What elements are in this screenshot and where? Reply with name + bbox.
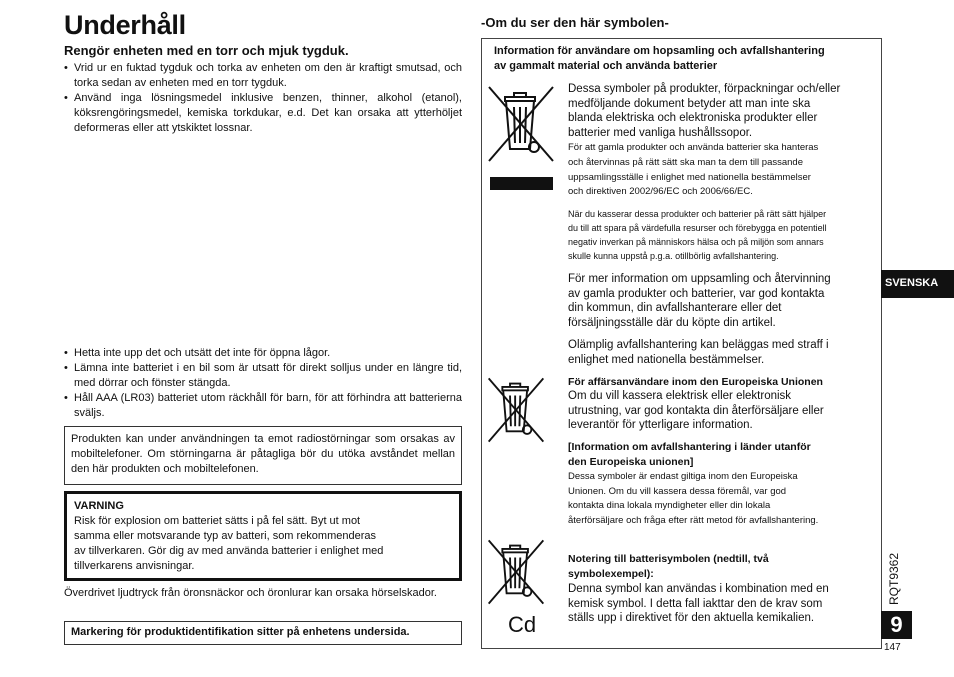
- battery-safety-list: [64, 346, 462, 421]
- crossed-bin-icon: [486, 537, 546, 607]
- marking-note: Markering för produktidentifikation sitter på enhetens undersida.: [64, 621, 462, 645]
- warning-line: Risk för explosion om batteriet sätts i på fel sätt. Byt ut mot: [74, 515, 361, 527]
- text-line: negativ inverkan på människors hälsa och på miljön som annars: [568, 237, 824, 247]
- section-number: 9: [881, 611, 912, 639]
- text-line: För att gamla produkter och använda batterier ska hanteras: [568, 142, 819, 153]
- language-tab: SVENSKA: [881, 270, 954, 298]
- text-line: du till att spara på värdefulla resurser och förebygga en potentiell: [568, 223, 827, 233]
- list-item: • Vrid ur en fuktad tygduk och torka av enheten om den är kraftigt smutsad, och torka sedan av enheten med en torr tygduk.: [64, 61, 462, 91]
- text-line: Olämplig avfallshantering kan beläggas med straff i: [568, 339, 829, 351]
- text-line: enlighet med nationella bestämmelser.: [568, 353, 765, 366]
- battery-note-title: Notering till batterisymbolen (nedtill, två: [568, 553, 769, 565]
- text-line: medföljande dokument betyder att man inte ska: [568, 97, 811, 110]
- text-line: uppsamlingsställe i enlighet med nationella bestämmelser: [568, 172, 811, 183]
- text-line: blanda elektriska och elektroniska produkter eller: [568, 112, 818, 124]
- text-line: Dessa symboler på produkter, förpackningar och/eller: [568, 83, 841, 95]
- cleaning-subheading: Rengör enheten med en torr och mjuk tygduk.: [64, 43, 349, 58]
- outside-eu-title: [Information om avfallshantering i länder utanför: [568, 441, 811, 453]
- text-line: Om du vill kassera elektrisk eller elektronisk: [568, 390, 792, 402]
- battery-note-title: symbolexempel):: [568, 568, 654, 580]
- text-line: batterier med vanliga hushållssopor.: [568, 126, 753, 139]
- text-line: utrustning, var god kontakta din återförsäljare eller: [568, 404, 824, 417]
- text-line: och återvinnas på rätt sätt ska man ta dem till passande: [568, 157, 803, 168]
- warning-box: [64, 491, 462, 581]
- text-line: ställs upp i direktivet för den aktuella kemikalien.: [568, 612, 815, 624]
- text-line: skulle kunna uppstå p.g.a. otillbörlig avfallshantering.: [568, 251, 779, 261]
- page-number: 147: [884, 642, 901, 653]
- bin-underbar: [490, 177, 553, 190]
- warning-line: av tillverkaren. Gör dig av med använda batterier i enlighet med: [74, 545, 384, 557]
- info-title: av gammalt material och använda batterier: [494, 60, 718, 72]
- outside-eu-title: den Europeiska unionen]: [568, 456, 694, 468]
- document-code: RQT9362: [887, 552, 901, 605]
- list-item: • Använd inga lösningsmedel inklusive benzen, thinner, alkohol (etanol), köksrengöringsmedel, kemiska torkdukar, e.d. Det kan orsaka att ytterhöljet deformeras eller att ytskiktet lossnar.: [64, 91, 462, 136]
- text-line: När du kasserar dessa produkter och batterier på rätt sätt hjälper: [568, 209, 827, 219]
- text-line: leverantör för ytterligare information.: [568, 419, 753, 431]
- list-item: • Hetta inte upp det och utsätt det inte för öppna lågor.: [64, 346, 462, 361]
- page-title: Underhåll: [64, 10, 186, 40]
- warning-title: VARNING: [74, 500, 124, 512]
- interference-note: Produkten kan under användningen ta emot radiostörningar som orsakas av mobiltelefoner. Om störningarna är påtagliga bör du utöka avståndet mellan den här produkten och mobiltelefonen.: [64, 426, 462, 485]
- symbol-heading: -Om du ser den här symbolen-: [481, 15, 669, 30]
- crossed-bin-icon: [486, 83, 556, 165]
- warning-line: samma eller motsvarande typ av batteri, som rekommenderas: [74, 530, 377, 542]
- hearing-warning: Överdrivet ljudtryck från öronsnäckor och öronlurar kan orsaka hörselskador.: [64, 587, 437, 599]
- list-item: • Lämna inte batteriet i en bil som är utsatt för direkt solljus under en längre tid, med dörrar och fönster stängda.: [64, 361, 462, 391]
- chemical-symbol: Cd: [508, 612, 537, 637]
- text-line: kontakta dina lokala myndigheter eller din lokala: [568, 500, 771, 511]
- text-line: och direktiven 2002/96/EC och 2006/66/EC.: [568, 186, 753, 197]
- cleaning-list: [64, 61, 462, 136]
- warning-line: tillverkarens anvisningar.: [74, 560, 195, 572]
- text-line: Dessa symboler är endast giltiga inom den Europeiska: [568, 471, 798, 482]
- text-line: återförsäljare och fråga efter rätt metod för avfallshantering.: [568, 515, 819, 526]
- text-line: din kommun, din avfallshanterare eller det: [568, 302, 782, 314]
- text-line: Unionen. Om du vill kassera dessa föremål, var god: [568, 486, 787, 497]
- text-line: försäljningsställe där du köpte din artikel.: [568, 316, 776, 329]
- text-line: Denna symbol kan användas i kombination med en: [568, 583, 829, 595]
- text-line: kemisk symbol. I detta fall iakttar den de krav som: [568, 597, 823, 610]
- text-line: För mer information om uppsamling och återvinning: [568, 273, 831, 285]
- crossed-bin-icon: [486, 375, 546, 445]
- text-line: av gamla produkter och batterier, var god kontakta: [568, 287, 825, 300]
- list-item: • Håll AAA (LR03) batteriet utom räckhåll för barn, för att förhindra att batterierna sväljs.: [64, 391, 462, 421]
- business-title: För affärsanvändare inom den Europeiska Unionen: [568, 376, 823, 388]
- info-title: Information för användare om hopsamling och avfallshantering: [494, 45, 825, 57]
